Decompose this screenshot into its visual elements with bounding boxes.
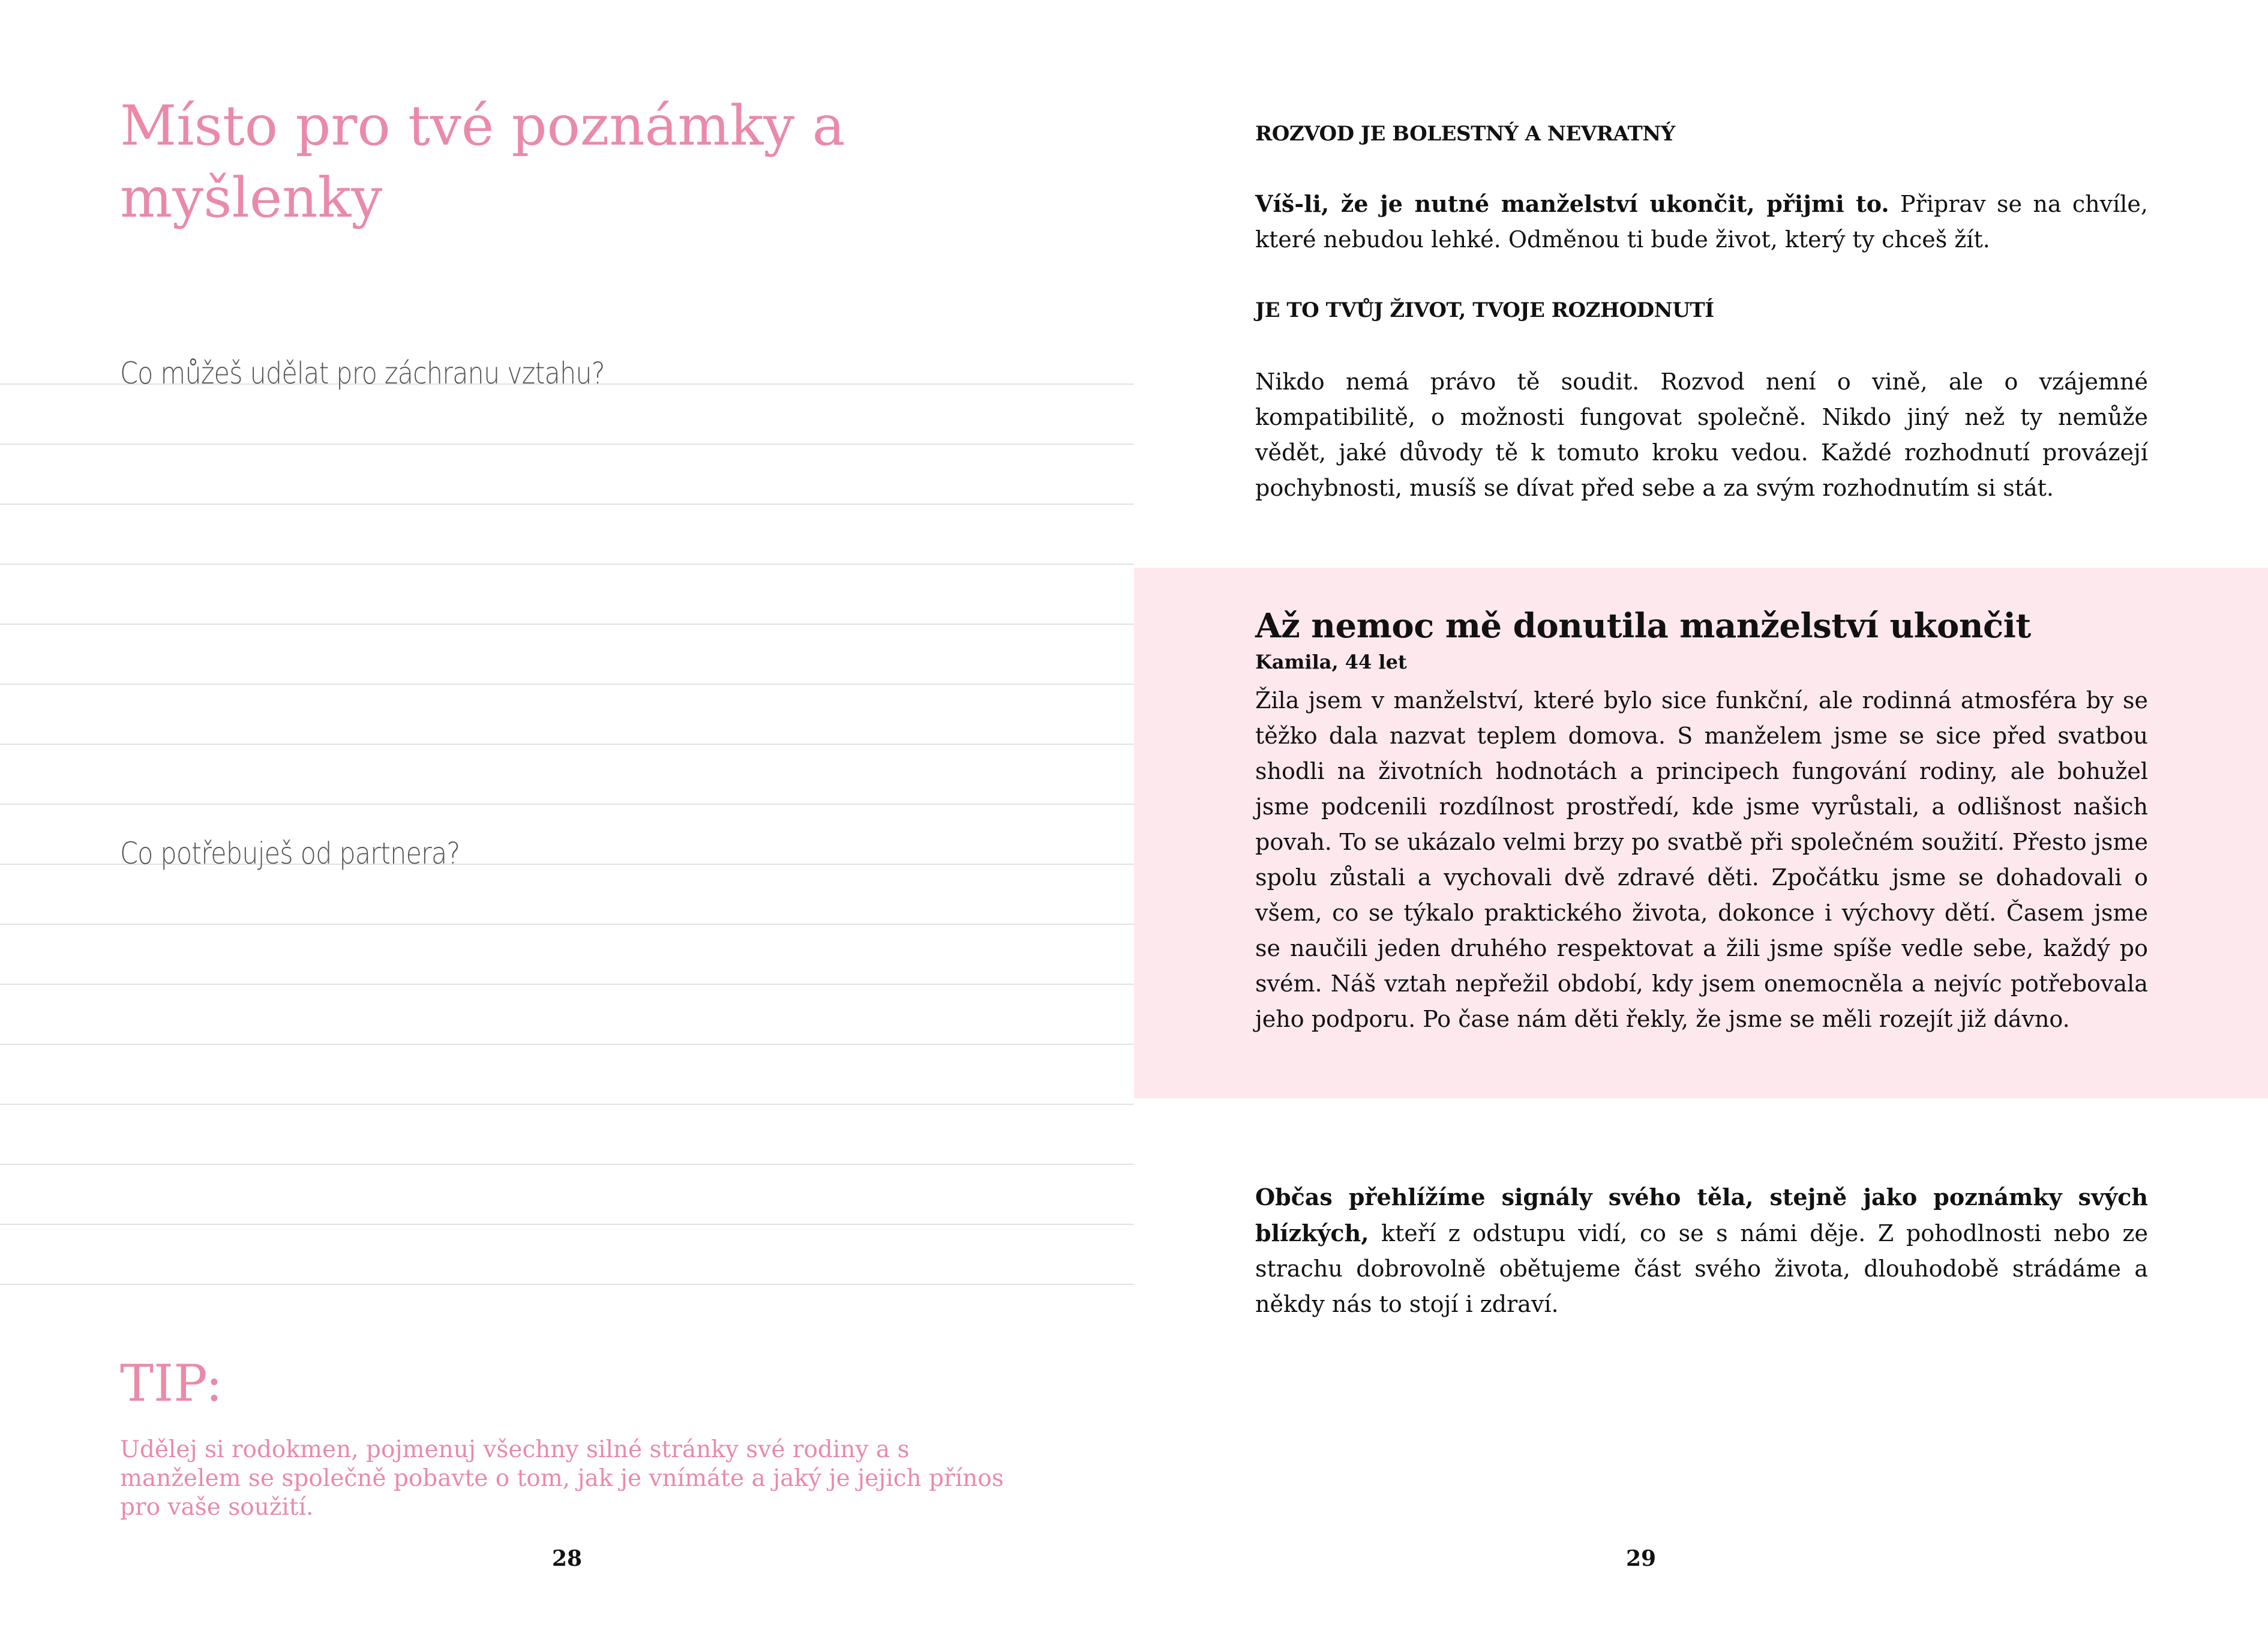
ruled-line bbox=[0, 984, 1134, 985]
paragraph-accept-divorce bbox=[1255, 186, 2148, 257]
section-heading-your-life: JE TO TVŮJ ŽIVOT, TVOJE ROZHODNUTÍ bbox=[1255, 298, 1714, 322]
ruled-line bbox=[0, 624, 1134, 625]
story-title: Až nemoc mě donutila manželství ukončit bbox=[1255, 606, 2031, 646]
ruled-line bbox=[0, 1284, 1134, 1285]
tip-text: Udělej si rodokmen, pojmenuj všechny silné stránky své rodiny a s manželem se společně pobavte o tom, jak je vnímáte a jaký je jejich přínos pro vaše soužití. bbox=[120, 1436, 1004, 1521]
ruled-line bbox=[0, 744, 1134, 745]
ruled-line bbox=[0, 804, 1134, 805]
page-number-left: 28 bbox=[551, 1546, 583, 1571]
paragraph-bold-lead: Občas přehlížíme signály svého těla, stejně jako poznámky svých blízkých, bbox=[1255, 1183, 2148, 1247]
question-prompt-save-relationship: Co můžeš udělat pro záchranu vztahu? bbox=[120, 356, 605, 391]
ruled-line bbox=[0, 504, 1134, 505]
story-text: Žila jsem v manželství, které bylo sice funkční, ale rodinná atmosféra by se těžko dala nazvat teplem domova. S manželem jsme se sice před svatbou shodli na životních hodnotách a principech fungování rodiny, ale bohužel jsme podcenili rozdílnost prostředí, kde jsme vyrůstali, a odlišnost našich povah. To se ukázalo velmi brzy po svatbě při společném soužití. Přesto jsme spolu zůstali a vychovali dvě zdravé děti. Zpočátku jsme se dohadovali o všem, co se týkalo praktického života, dokonce i výchovy dětí. Časem jsme se naučili jeden druhého respektovat a žili jsme spíše vedle sebe, každý po svém. Náš vztah nepřežil období, kdy jsem onemocněla a nejvíc potřebovala jeho podporu. Po čase nám děti řekly, že jsme se měli rozejít již dávno. bbox=[1255, 687, 2148, 1032]
question-prompt-partner-needs: Co potřebuješ od partnera? bbox=[120, 836, 460, 871]
ruled-line bbox=[0, 1224, 1134, 1225]
ruled-line bbox=[0, 684, 1134, 685]
paragraph-no-judgement: Nikdo nemá právo tě soudit. Rozvod není o vině, ale o vzájemné kompatibilitě, o možnosti fungovat společně. Nikdo jiný než ty nemůže vědět, jaké důvody tě k tomuto kroku vedou. Každé rozhodnutí provázejí pochybnosti, musíš se dívat před sebe a za svým rozhodnutím si stát. bbox=[1255, 368, 2148, 501]
ruled-line bbox=[0, 1164, 1134, 1165]
paragraph-continuation: kteří z odstupu vidí, co se s námi děje. Z pohodlnosti nebo ze strachu dobrovolně obětujeme část svého života, dlouhodobě strádáme a někdy nás to stojí i zdraví. bbox=[1255, 1220, 2148, 1317]
paragraph-bold-lead: Víš-li, že je nutné manželství ukončit, přijmi to. bbox=[1255, 190, 1889, 217]
ruled-line bbox=[0, 1044, 1134, 1045]
section-heading-divorce: ROZVOD JE BOLESTNÝ A NEVRATNÝ bbox=[1255, 122, 1675, 146]
paragraph-continuation: Připrav se na chvíle, které nebudou lehké. Odměnou ti bude život, který ty chceš žít. bbox=[1255, 191, 2148, 253]
story-author: Kamila, 44 let bbox=[1255, 651, 1407, 673]
page-number-right: 29 bbox=[1625, 1546, 1657, 1571]
right-page bbox=[1134, 0, 2268, 1630]
tip-heading: TIP: bbox=[120, 1354, 223, 1413]
ruled-line bbox=[0, 924, 1134, 925]
ruled-line bbox=[0, 1104, 1134, 1105]
ruled-line bbox=[0, 444, 1134, 445]
notes-page-title: Místo pro tvé poznámky a myšlenky bbox=[120, 94, 845, 230]
ruled-line bbox=[0, 564, 1134, 565]
paragraph-body-signals bbox=[1255, 1179, 2148, 1322]
